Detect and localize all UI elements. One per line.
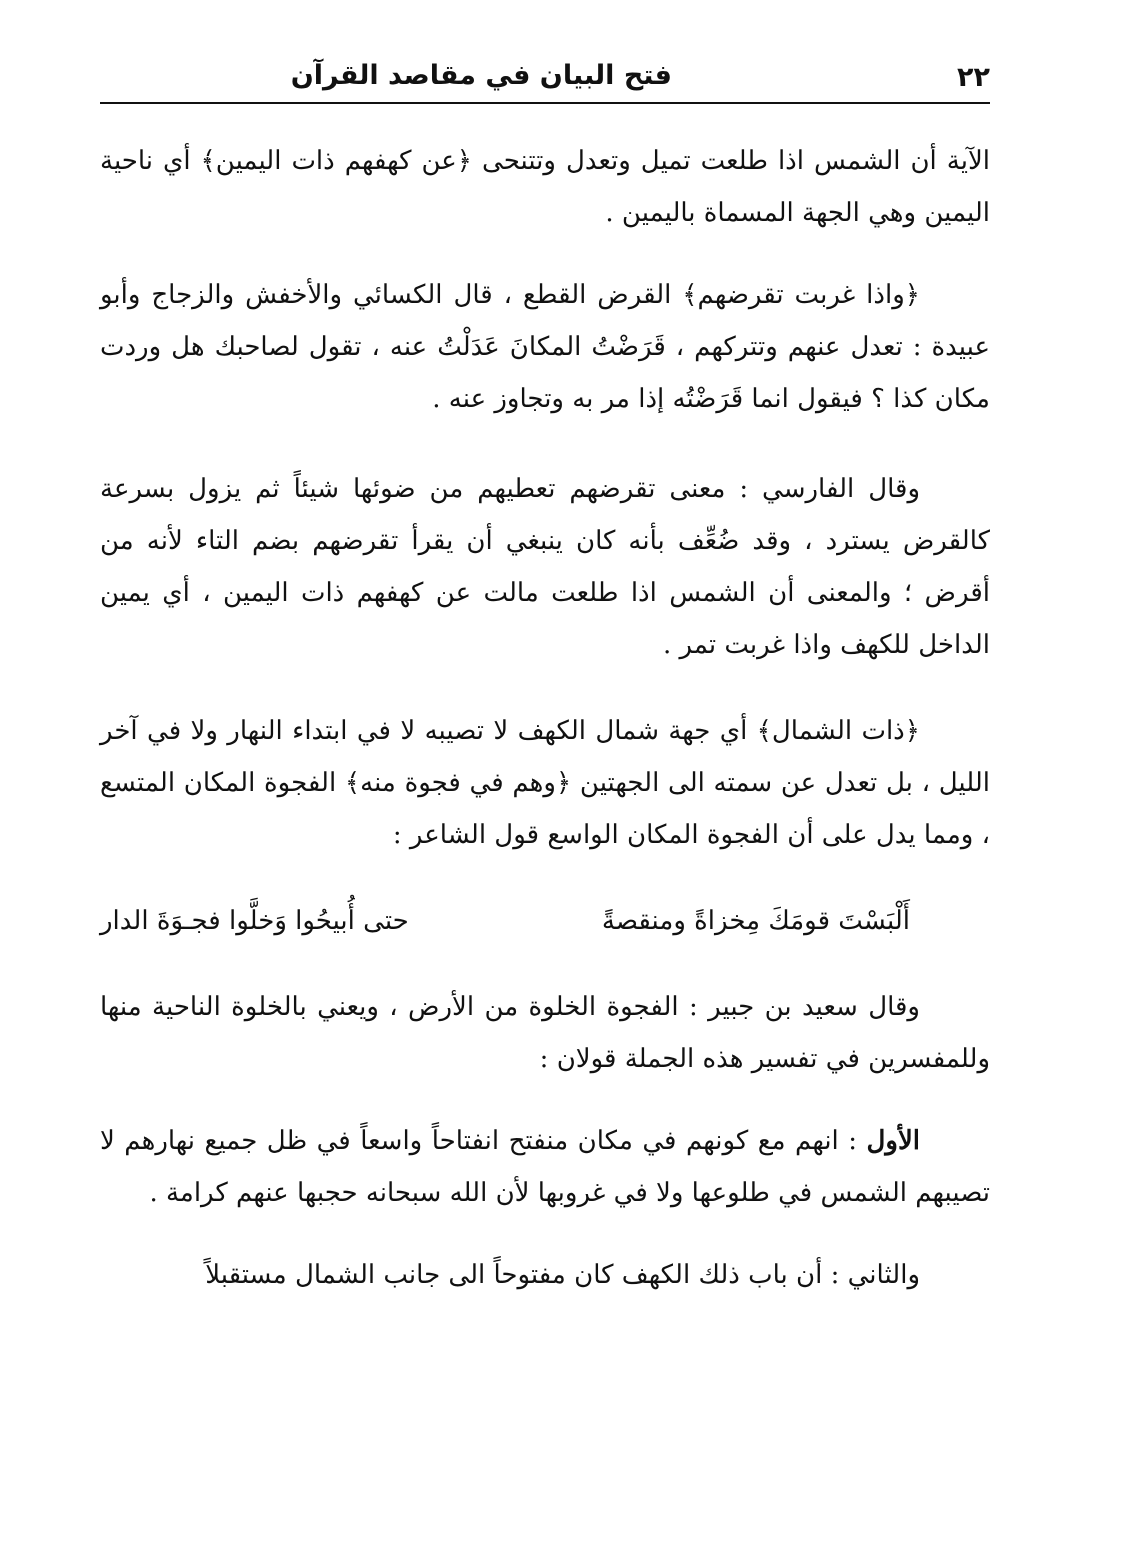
first-opinion-lead: الأول bbox=[866, 1126, 920, 1156]
page-body bbox=[100, 135, 990, 1301]
verse-first-hemistich: أَلْبَسْتَ قومَكَ مِخزاةً ومنقصةً bbox=[601, 906, 910, 936]
paragraph-1: الآية أن الشمس اذا طلعت تميل وتعدل وتتنحى ﴿عن كهفهم ذات اليمين﴾ أي ناحية اليمين وهي الجهة المسماة باليمين . bbox=[100, 146, 990, 228]
page-header bbox=[100, 52, 990, 102]
paragraph-5: وقال سعيد بن جبير : الفجوة الخلوة من الأرض ، ويعني بالخلوة الناحية منها وللمفسرين في تفسير هذه الجملة قولان : bbox=[100, 992, 990, 1074]
first-opinion bbox=[100, 1115, 990, 1219]
first-opinion-text: : انهم مع كونهم في مكان منفتح انفتاحاً واسعاً في ظل جميع نهارهم لا تصيبهم الشمس في طلوعها ولا في غروبها لأن الله سبحانه حجبها عنهم كرامة . bbox=[100, 1126, 990, 1208]
paragraph-4: ﴿ذات الشمال﴾ أي جهة شمال الكهف لا تصيبه لا في ابتداء النهار ولا في آخر الليل ، بل تعدل عن سمته الى الجهتين ﴿وهم في فجوة منه﴾ الفجوة المكان المتسع ، ومما يدل على أن الفجوة المكان الواسع قول الشاعر : bbox=[100, 716, 990, 850]
verse-second-hemistich: حتى أُبيحُوا وَخلَّوا فجـوَةَ الدار bbox=[100, 906, 409, 936]
second-opinion: والثاني : أن باب ذلك الكهف كان مفتوحاً الى جانب الشمال مستقبلاً bbox=[205, 1260, 920, 1290]
running-title: فتح البيان في مقاصد القرآن bbox=[290, 60, 672, 91]
paragraph-3: وقال الفارسي : معنى تقرضهم تعطيهم من ضوئها شيئاً ثم يزول بسرعة كالقرض يسترد ، وقد ضُعِّف بأنه كان ينبغي أن يقرأ تقرضهم بضم التاء لأنه من أقرض ؛ والمعنى أن الشمس اذا طلعت مالت عن كهفهم ذات اليمين ، أي يمين الداخل للكهف واذا غربت تمر . bbox=[100, 474, 990, 660]
page-number: ٢٢ bbox=[957, 62, 990, 93]
poetry-verse bbox=[100, 891, 990, 951]
header-rule bbox=[100, 102, 990, 104]
paragraph-2: ﴿واذا غربت تقرضهم﴾ القرض القطع ، قال الكسائي والأخفش والزجاج وأبو عبيدة : تعدل عنهم وتتركهم ، قَرَضْتُ المكانَ عَدَلْتُ عنه ، تقول لصاحبك هل وردت مكان كذا ؟ فيقول انما قَرَضْتُه إذا مر به وتجاوز عنه . bbox=[100, 280, 990, 414]
